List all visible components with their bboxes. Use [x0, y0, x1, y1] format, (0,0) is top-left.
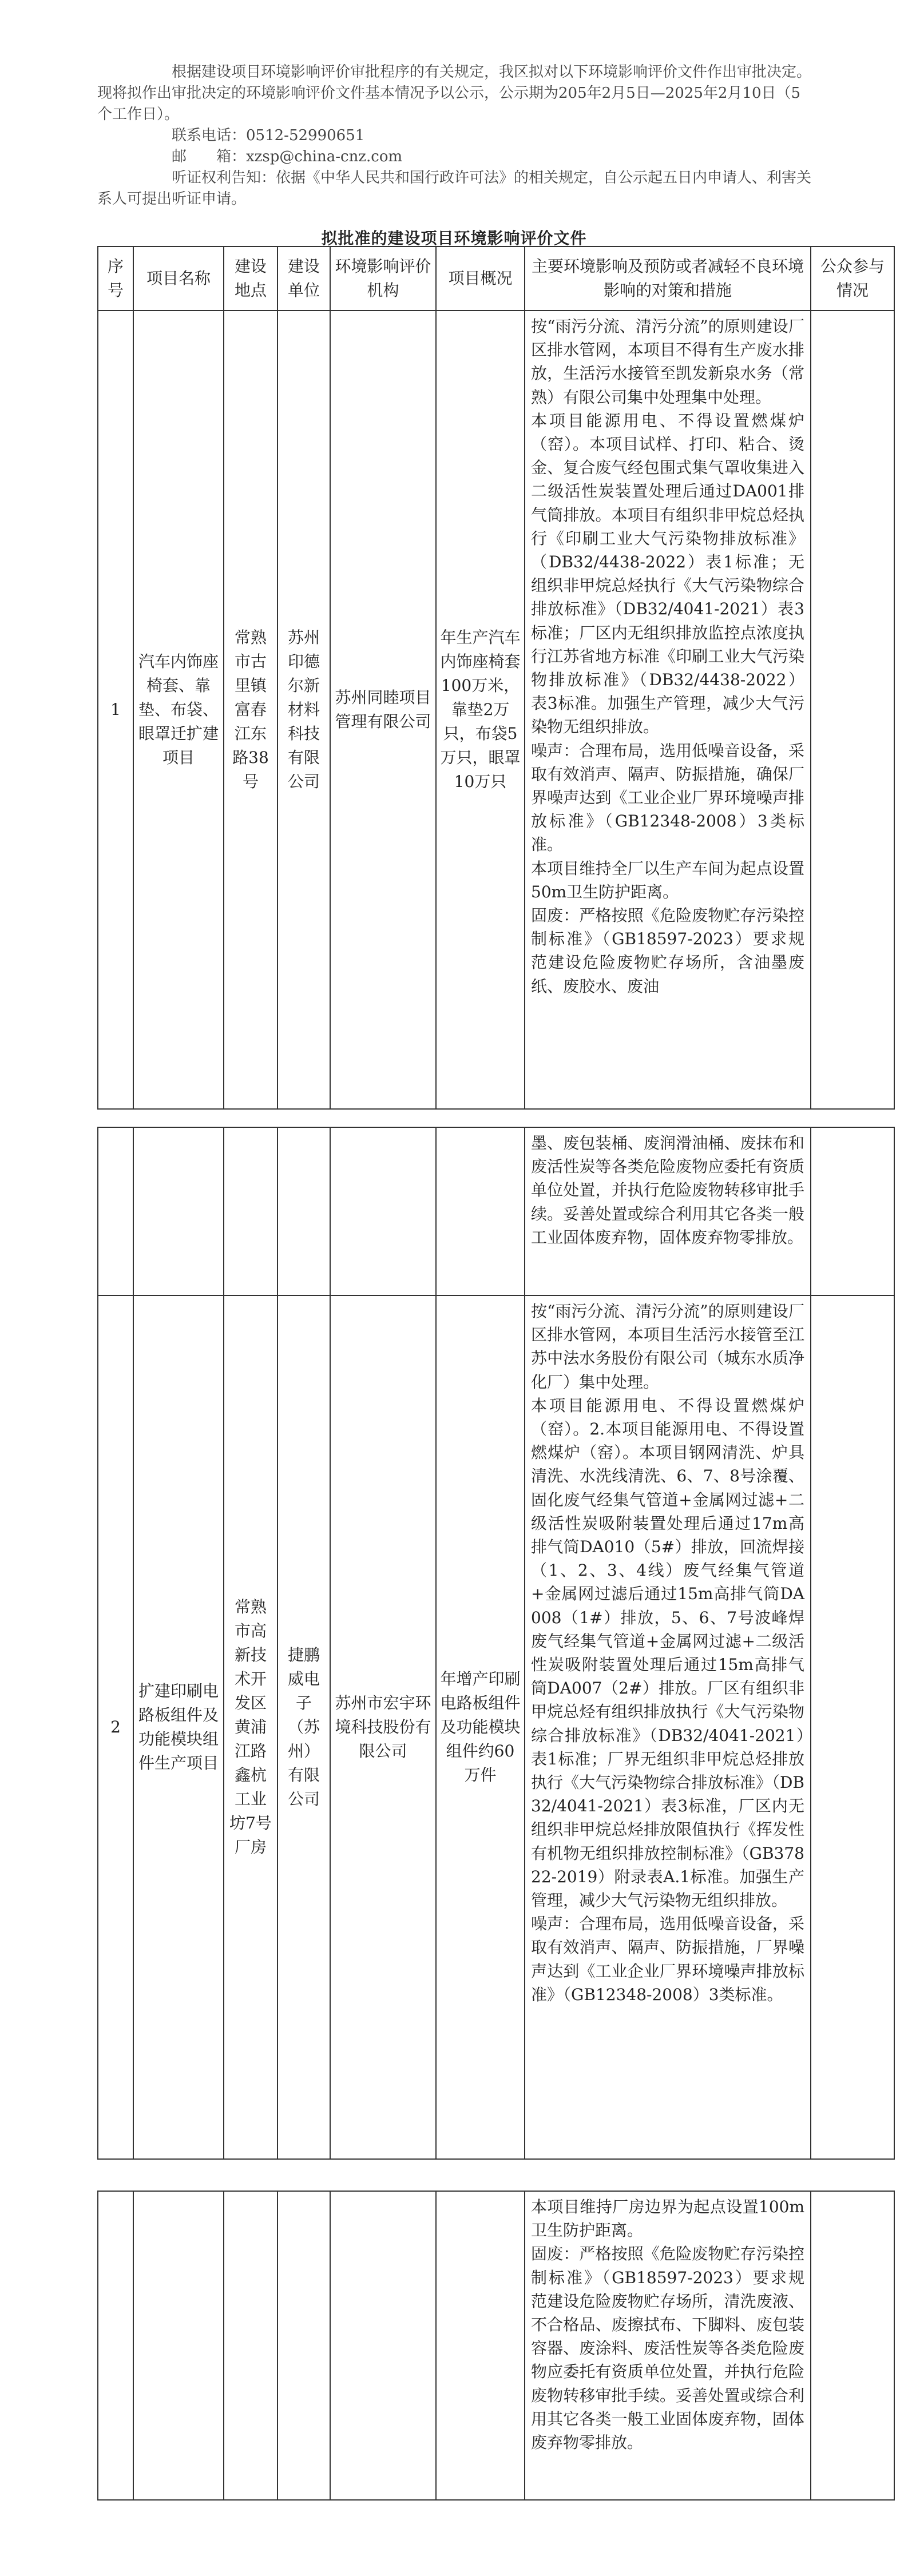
header-cell: 公众参与情况 [811, 247, 894, 311]
project-overview: 年生产汽车内饰座椅套100万米，靠垫2万只，布袋5万只，眼罩10万只 [436, 311, 525, 1109]
measures-cell [525, 1295, 811, 2159]
public-participation-cell [811, 311, 894, 1109]
project-name: 汽车内饰座椅套、靠垫、布袋、眼罩迁扩建项目 [133, 311, 224, 1109]
project-location: 常熟市高新技术开发区黄浦江路鑫杭工业坊7号厂房 [224, 1295, 277, 2159]
measure-text: 噪声：合理布局，选用低噪音设备，采取有效消声、隔声、防振措施，厂界噪声达到《工业企业厂界环境噪声排放标准》（GB12348-2008）3类标准。 [531, 1914, 804, 2004]
header-cell: 建设地点 [224, 247, 277, 311]
hearing-notice: 听证权利告知：依据《中华人民共和国行政许可法》的相关规定，自公示起五日内申请人、利害关系人可提出听证申请。 [97, 169, 812, 208]
header-cell: 主要环境影响及预防或者减轻不良环境影响的对策和措施 [525, 247, 811, 311]
project-location: 常熟市古里镇富春江东路38号 [224, 311, 277, 1109]
project-name: 扩建印刷电路板组件及功能模块组件生产项目 [133, 1295, 224, 2159]
table-row-continued [98, 2191, 894, 2500]
eia-agency: 苏州市宏宇环境科技股份有限公司 [330, 1295, 436, 2159]
table-title: 拟批准的建设项目环境影响评价文件 [321, 229, 587, 248]
header-cell: 项目概况 [436, 247, 525, 311]
row-number: 2 [98, 1295, 133, 2159]
public-participation-cell [811, 1295, 894, 2159]
eia-agency: 苏州同睦项目管理有限公司 [330, 311, 436, 1109]
table-row-continued [98, 1127, 894, 1295]
measure-text: 按“雨污分流、清污分流”的原则建设厂区排水管网，本项目生活污水接管至江苏中法水务股份有限公司（城东水质净化厂）集中处理。 [531, 1302, 804, 1392]
measures-cell [525, 311, 811, 1109]
row-number: 1 [98, 311, 133, 1109]
measure-text: 墨、废包装桶、废润滑油桶、废抹布和废活性炭等各类危险废物应委托有资质单位处置，并执行危险废物转移审批手续。妥善处置或综合利用其它各类一般工业固体废弃物，固体废弃物零排放。 [531, 1134, 804, 1247]
contact-phone: 联系电话：0512-52990651 [172, 127, 365, 144]
measure-text: 本项目维持厂房边界为起点设置100m卫生防护距离。 [531, 2197, 804, 2240]
intro-paragraph: 根据建设项目环境影响评价审批程序的有关规定，我区拟对以下环境影响评价文件作出审批决定。现将拟作出审批决定的环境影响评价文件基本情况予以公示，公示期为205年2月5日—2025年2月10日（5个工作日）。 [97, 63, 812, 123]
project-overview: 年增产印刷电路板组件及功能模块组件约60万件 [436, 1295, 525, 2159]
construction-unit: 捷鹏威电子（苏州）有限公司 [277, 1295, 330, 2159]
announcement-intro [97, 62, 812, 210]
measure-text: 本项目能源用电、不得设置燃煤炉（窑）。本项目试样、打印、粘合、烫金、复合废气经包围式集气罩收集进入二级活性炭装置处理后通过DA001排气筒排放。本项目有组织非甲烷总烃执行《印刷工业大气污染物排放标准》（DB32/4438-2022）表1标准；无组织非甲烷总烃执行《大气污染物综合排放标准》（DB32/4041-2021）表3标准；厂区内无组织排放监控点浓度执行江苏省地方标准《印刷工业大气污染物排放标准》（DB32/4438-2022）表3标准。加强生产管理，减少大气污染物无组织排放。 [531, 411, 804, 737]
project-table-part-3 [97, 2191, 895, 2501]
measures-cell [525, 2191, 811, 2500]
measure-text: 本项目能源用电、不得设置燃煤炉（窑）。2.本项目能源用电、不得设置燃煤炉（窑）。本项目钢网清洗、炉具清洗、水洗线清洗、6、7、8号涂覆、固化废气经集气管道+金属网过滤+二级活性炭吸附装置处理后通过17m高排气筒DA010（5#）排放，回流焊接（1、2、3、4线）废气经集气管道+金属网过滤后通过15m高排气筒DA008（1#）排放，5、6、7号波峰焊废气经集气管道+金属网过滤+二级活性炭吸附装置处理后通过15m高排气筒DA007（2#）排放。厂区有组织非甲烷总烃有组织排放执行《大气污染物综合排放标准》（DB32/4041-2021）表1标准；厂界无组织非甲烷总烃排放执行《大气污染物综合排放标准》（DB32/4041-2021）表3标准，厂区内无组织非甲烷总烃排放限值执行《挥发性有机物无组织排放控制标准》（GB37822-2019）附录表A.1标准。加强生产管理，减少大气污染物无组织排放。 [531, 1396, 804, 1910]
header-cell: 建设单位 [277, 247, 330, 311]
measure-text: 固废：严格按照《危险废物贮存污染控制标准》（GB18597-2023）要求规范建设危险废物贮存场所，含油墨废纸、废胶水、废油 [531, 906, 804, 996]
measures-cell [525, 1127, 811, 1295]
header-cell: 环境影响评价机构 [330, 247, 436, 311]
measure-text: 固废：严格按照《危险废物贮存污染控制标准》（GB18597-2023）要求规范建设危险废物贮存场所，清洗废液、不合格品、废擦拭布、下脚料、废包装容器、废涂料、废活性炭等各类危险废物应委托有资质单位处置，并执行危险废物转移审批手续。妥善处置或综合利用其它各类一般工业固体废弃物，固体废弃物零排放。 [531, 2244, 804, 2452]
table-row [98, 1295, 894, 2159]
header-cell: 项目名称 [133, 247, 224, 311]
measure-text: 噪声：合理布局，选用低噪音设备，采取有效消声、隔声、防振措施，确保厂界噪声达到《工业企业厂界环境噪声排放标准》（GB12348-2008）3类标准。 [531, 741, 804, 854]
header-cell: 序号 [98, 247, 133, 311]
measure-text: 按“雨污分流、清污分流”的原则建设厂区排水管网，本项目不得有生产废水排放，生活污水接管至凯发新泉水务（常熟）有限公司集中处理集中处理。 [531, 317, 804, 407]
table-header-row [98, 247, 894, 311]
project-table-part-2 [97, 1127, 895, 2160]
construction-unit: 苏州印德尔新材料科技有限公司 [277, 311, 330, 1109]
table-row [98, 311, 894, 1109]
measure-text: 本项目维持全厂以生产车间为起点设置50m卫生防护距离。 [531, 858, 804, 901]
project-table-part-1 [97, 246, 895, 1110]
contact-email: 邮 箱：xzsp@china-cnz.com [172, 148, 403, 165]
